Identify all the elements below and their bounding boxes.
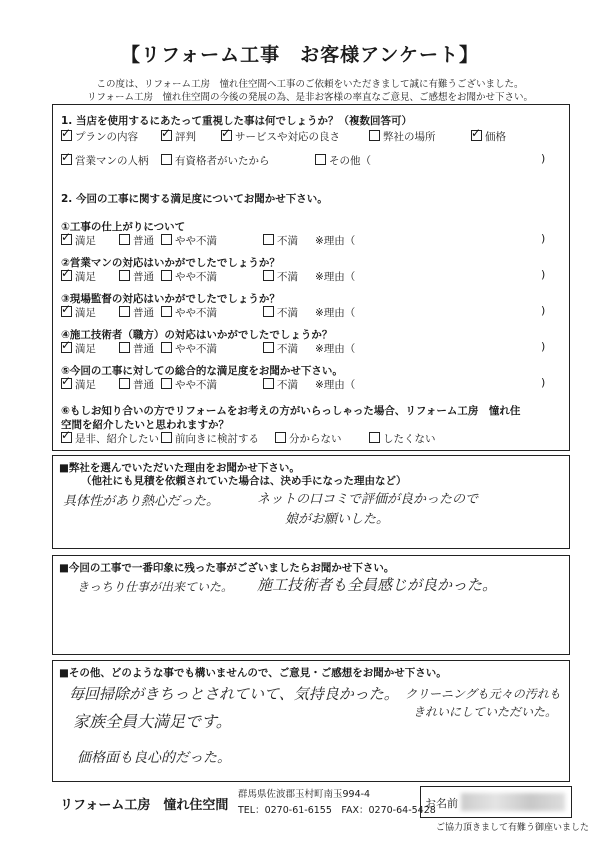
q1-option-location[interactable]: 弊社の場所 <box>369 129 436 144</box>
q2-sub-3-option-1[interactable]: ✓満足 <box>61 305 96 320</box>
footer-tel: TEL：0270-61-6155 FAX：0270-64-5428 <box>238 805 436 816</box>
intro-line-2: リフォーム工房 憧れ住空間の今後の発展の為、是非お客様の率直なご意見、ご感想をお聞かせ下さい。 <box>86 92 534 103</box>
checkbox-icon[interactable] <box>61 306 72 317</box>
q6-label-2: 空間を紹介したいと思われますか？ <box>61 419 229 431</box>
name-label: お名前 <box>425 797 458 810</box>
checkbox-icon[interactable] <box>369 432 380 443</box>
checkbox-icon[interactable] <box>161 270 172 281</box>
checkbox-icon[interactable] <box>61 270 72 281</box>
checkbox-icon[interactable] <box>61 130 72 141</box>
q1-option-reputation[interactable]: ✓ 評判 <box>161 129 196 144</box>
q2-sub-1-option-1[interactable]: ✓満足 <box>61 233 96 248</box>
q6-option-consider[interactable]: 前向きに検討する <box>161 431 259 446</box>
q2-sub-2-label: ②営業マンの対応はいかがでしたでしょうか？ <box>61 257 280 269</box>
q2-sub-4-option-3[interactable]: やや不満 <box>161 341 217 356</box>
footer-address: 群馬県佐波郡玉村町南玉994-4 <box>238 789 371 800</box>
q2-sub-3-option-4[interactable]: 不満 <box>263 305 298 320</box>
intro-text <box>60 78 560 104</box>
q2-sub-1-label: ①工事の仕上がりについて <box>61 221 186 233</box>
q2-sub-3-close-paren: ) <box>541 304 546 317</box>
q2-sub-3-option-2[interactable]: 普通 <box>119 305 154 320</box>
q2-sub-2-option-1[interactable]: ✓満足 <box>61 269 96 284</box>
q2-sub-1-option-4[interactable]: 不満 <box>263 233 298 248</box>
checkbox-icon[interactable] <box>263 378 274 389</box>
checkbox-icon[interactable] <box>161 378 172 389</box>
checkbox-icon[interactable] <box>161 306 172 317</box>
q1-close-paren: ) <box>541 152 546 165</box>
checkbox-icon[interactable] <box>61 154 72 165</box>
q2-sub-4-option-2[interactable]: 普通 <box>119 341 154 356</box>
q2-sub-2-option-2[interactable]: 普通 <box>119 269 154 284</box>
q2-sub-1-option-2[interactable]: 普通 <box>119 233 154 248</box>
checkbox-icon[interactable] <box>369 130 380 141</box>
checkbox-icon[interactable] <box>61 234 72 245</box>
q6-option-no[interactable]: したくない <box>369 431 436 446</box>
other-section <box>52 660 570 782</box>
checkbox-icon[interactable] <box>119 378 130 389</box>
q2-sub-2-close-paren: ) <box>541 268 546 281</box>
q2-sub-3-option-3[interactable]: やや不満 <box>161 305 217 320</box>
checkbox-icon[interactable] <box>471 130 482 141</box>
impression-answer-1: きっちり仕事が出来ていた。 <box>77 580 234 594</box>
checkbox-icon[interactable] <box>263 270 274 281</box>
q2-sub-1-close-paren: ) <box>541 232 546 245</box>
q2-sub-4-option-4[interactable]: 不満 <box>263 341 298 356</box>
reason-section <box>52 455 570 549</box>
checkbox-icon[interactable] <box>119 342 130 353</box>
redacted-name <box>461 793 565 811</box>
impression-heading: ■今回の工事で一番印象に残った事がございましたらお聞かせ下さい。 <box>59 562 395 574</box>
q6-option-unsure[interactable]: 分からない <box>275 431 342 446</box>
q2-sub-1-reason-label: ※理由（ <box>315 235 356 247</box>
checkbox-icon[interactable] <box>161 130 172 141</box>
checkbox-icon[interactable] <box>119 270 130 281</box>
q2-sub-5-reason-label: ※理由（ <box>315 379 356 391</box>
q2-sub-5-label: ⑤今回の工事に対しての総合的な満足度をお聞かせ下さい。 <box>61 365 343 377</box>
other-answer-1: 毎回掃除がきちっとされていて、気持良かった。 <box>69 685 399 703</box>
q2-sub-4-close-paren: ) <box>541 340 546 353</box>
q1-option-salesperson[interactable]: ✓営業マンの人柄 <box>61 153 149 168</box>
checkbox-icon[interactable] <box>263 234 274 245</box>
impression-section <box>52 555 570 655</box>
q2-sub-2-option-4[interactable]: 不満 <box>263 269 298 284</box>
reason-answer-1: 具体性があり熱心だった。 <box>63 494 220 509</box>
checkbox-icon[interactable] <box>263 306 274 317</box>
q1-option-qualified[interactable]: 有資格者がいたから <box>161 153 270 168</box>
checkbox-icon[interactable] <box>61 342 72 353</box>
q1-option-other[interactable]: その他（ <box>315 153 371 168</box>
name-field[interactable] <box>420 786 572 818</box>
q2-sub-5-close-paren: ) <box>541 376 546 389</box>
q2-sub-5-option-1[interactable]: ✓満足 <box>61 377 96 392</box>
q2-sub-4-option-1[interactable]: ✓満足 <box>61 341 96 356</box>
q6-label-1: ⑥もしお知り合いの方でリフォームをお考えの方がいらっしゃった場合、リフォーム工房 憧れ住 <box>61 405 521 417</box>
checkbox-icon[interactable] <box>119 306 130 317</box>
checkbox-icon[interactable] <box>161 234 172 245</box>
q1-option-service[interactable]: ✓ サービスや対応の良さ <box>221 129 340 144</box>
q2-sub-5-option-4[interactable]: 不満 <box>263 377 298 392</box>
q6-option-recommend[interactable]: ✓是非、紹介したい <box>61 431 159 446</box>
q1-option-plan[interactable]: ✓プランの内容 <box>61 129 138 144</box>
checkbox-icon[interactable] <box>61 432 72 443</box>
q2-sub-1-option-3[interactable]: やや不満 <box>161 233 217 248</box>
checkbox-icon[interactable] <box>161 342 172 353</box>
q2-sub-5-option-3[interactable]: やや不満 <box>161 377 217 392</box>
other-heading: ■その他、どのような事でも構いませんので、ご意見・ご感想をお聞かせ下さい。 <box>59 667 447 679</box>
checkbox-icon[interactable] <box>263 342 274 353</box>
reason-answer-3: 娘がお願いした。 <box>285 512 390 527</box>
q2-sub-2-reason-label: ※理由（ <box>315 271 356 283</box>
q1-option-price[interactable]: ✓ 価格 <box>471 129 506 144</box>
checkbox-icon[interactable] <box>119 234 130 245</box>
page-title: 【リフォーム工事 お客様アンケート】 <box>121 44 479 66</box>
reason-answer-2: ネットの口コミで評価が良かったので <box>257 492 479 507</box>
checkbox-icon[interactable] <box>161 432 172 443</box>
impression-answer-2: 施工技術者も全員感じが良かった。 <box>257 576 498 594</box>
intro-line-1: この度は、リフォーム工房 憧れ住空間へ工事のご依頼をいただきまして誠に有難うございました。 <box>96 79 524 90</box>
checkbox-icon[interactable] <box>61 378 72 389</box>
checkbox-icon[interactable] <box>161 154 172 165</box>
other-answer-4: 家族全員大満足です。 <box>73 712 232 731</box>
q2-label: 2. 今回の工事に関する満足度についてお聞かせ下さい。 <box>61 193 328 205</box>
other-answer-3: きれいにしていただいた。 <box>413 705 558 719</box>
checkbox-icon[interactable] <box>315 154 326 165</box>
checkbox-icon[interactable] <box>221 130 232 141</box>
reason-subheading: （他社にも見積を依頼されていた場合は、決め手になった理由など） <box>81 475 407 487</box>
q2-sub-5-option-2[interactable]: 普通 <box>119 377 154 392</box>
footer-company: リフォーム工房 憧れ住空間 <box>60 798 229 813</box>
q2-sub-3-reason-label: ※理由（ <box>315 307 356 319</box>
q2-sub-4-label: ④施工技術者（職方）の対応はいかがでしたでしょうか？ <box>61 329 333 341</box>
survey-questions-box <box>52 104 570 451</box>
q2-sub-4-reason-label: ※理由（ <box>315 343 356 355</box>
other-answer-5: 価格面も良心的だった。 <box>77 750 231 766</box>
other-answer-2: クリーニングも元々の汚れも <box>405 687 561 701</box>
checkbox-icon[interactable] <box>275 432 286 443</box>
reason-heading: ■弊社を選んでいただいた理由をお聞かせ下さい。 <box>59 462 300 474</box>
q1-label: 1. 当店を使用するにあたって重視した事は何でしょうか？（複数回答可） <box>61 115 412 127</box>
footer-thanks: ご協力頂きまして有難う御座いました <box>436 823 590 833</box>
q2-sub-3-label: ③現場監督の対応はいかがでしたでしょうか？ <box>61 293 280 305</box>
q2-sub-2-option-3[interactable]: やや不満 <box>161 269 217 284</box>
